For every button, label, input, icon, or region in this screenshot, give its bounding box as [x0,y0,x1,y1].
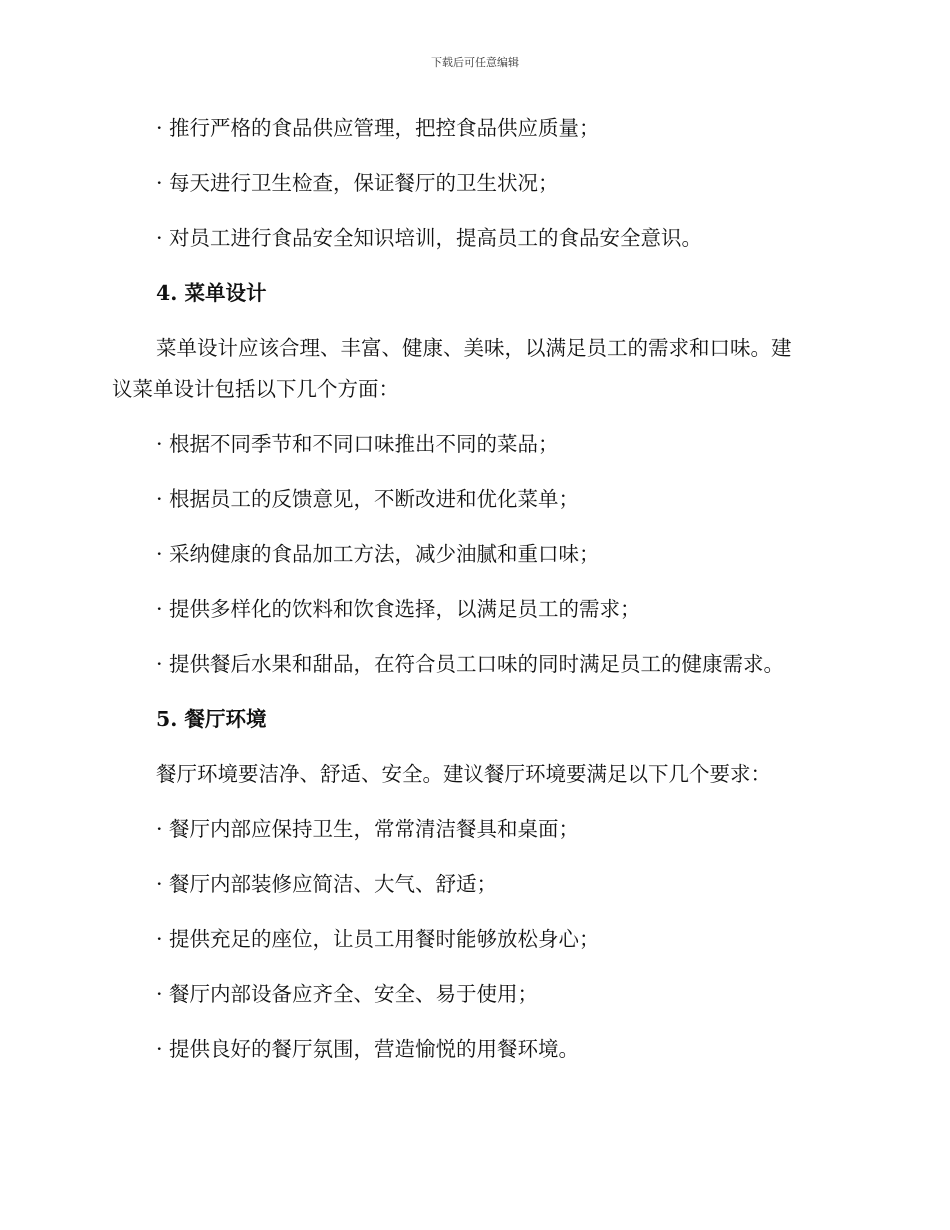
list-item: · 根据员工的反馈意见，不断改进和优化菜单； [156,487,580,511]
list-item: · 提供良好的餐厅氛围，营造愉悦的用餐环境。 [156,1037,580,1061]
list-item: · 提供餐后水果和甜品，在符合员工口味的同时满足员工的健康需求。 [156,652,785,676]
list-item: · 推行严格的食品供应管理，把控食品供应质量； [156,116,600,140]
page-header-note: 下载后可任意编辑 [431,56,519,69]
section-heading-menu: 4. 菜单设计 [156,281,267,305]
list-item: · 每天进行卫生检查，保证餐厅的卫生状况； [156,171,559,195]
paragraph-line: 议菜单设计包括以下几个方面： [112,377,399,401]
list-item: · 餐厅内部设备应齐全、安全、易于使用； [156,982,539,1006]
list-item: · 提供充足的座位，让员工用餐时能够放松身心； [156,927,600,951]
section-heading-environment: 5. 餐厅环境 [156,707,267,731]
list-item: · 提供多样化的饮料和饮食选择，以满足员工的需求； [156,597,641,621]
list-item: · 餐厅内部应保持卫生，常常清洁餐具和桌面； [156,817,580,841]
list-item: · 对员工进行食品安全知识培训，提高员工的食品安全意识。 [156,226,703,250]
list-item: · 采纳健康的食品加工方法，减少油腻和重口味； [156,542,600,566]
list-item: · 根据不同季节和不同口味推出不同的菜品； [156,432,559,456]
paragraph-line: 餐厅环境要洁净、舒适、安全。建议餐厅环境要满足以下几个要求： [156,762,771,786]
paragraph-line: 菜单设计应该合理、丰富、健康、美味，以满足员工的需求和口味。建 [156,336,792,360]
list-item: · 餐厅内部装修应简洁、大气、舒适； [156,872,498,896]
